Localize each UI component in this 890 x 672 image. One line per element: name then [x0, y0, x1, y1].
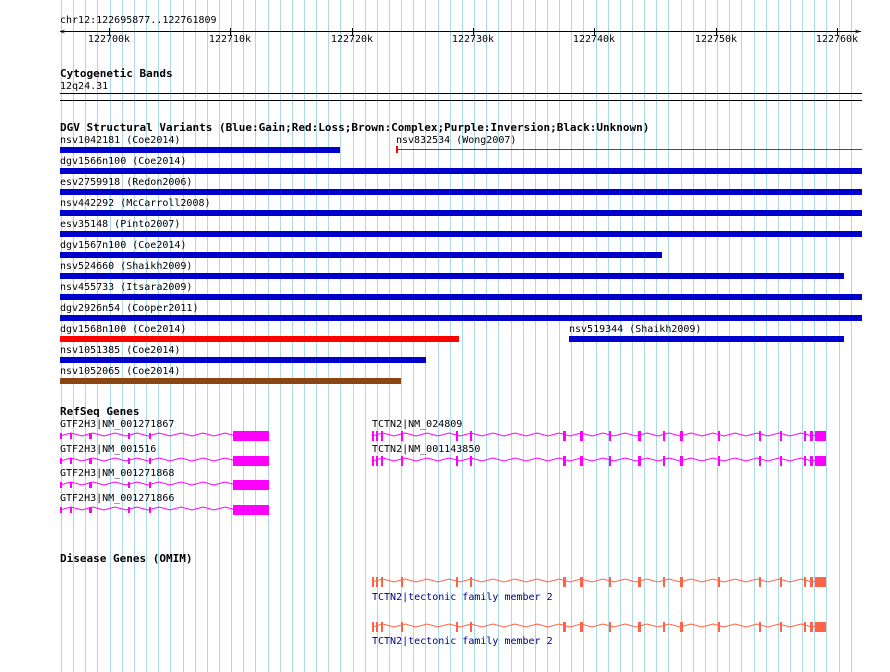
exon-block	[680, 622, 683, 632]
variant-label[interactable]: nsv1052065 (Coe2014)	[60, 366, 181, 377]
exon-block	[233, 505, 269, 515]
exon-block	[609, 431, 611, 441]
exon-block	[815, 456, 826, 466]
exon-block	[456, 431, 458, 441]
variant-label[interactable]: nsv524660 (Shaikh2009)	[60, 261, 193, 272]
exon-block	[233, 431, 269, 441]
omim-gene-label[interactable]: TCTN2|tectonic family member 2	[372, 592, 553, 603]
intron-line	[372, 624, 826, 627]
gene-label[interactable]: GTF2H3|NM_001271867	[60, 419, 175, 430]
exon-block	[680, 577, 683, 587]
exon-block	[810, 431, 813, 441]
gene-label[interactable]: TCTN2|NM_024809	[372, 419, 463, 430]
exon-block	[376, 577, 378, 587]
exon-block	[810, 577, 813, 587]
gene-model-tctn2[interactable]	[372, 431, 826, 441]
exon-block	[638, 456, 641, 466]
exon-block	[456, 622, 458, 632]
exon-block	[804, 577, 806, 587]
exon-block	[815, 622, 826, 632]
omim-gene-model-tctn2[interactable]	[372, 622, 826, 632]
exon-block	[376, 456, 378, 466]
location-label: chr12:122695877..122761809	[60, 15, 217, 26]
exon-block	[563, 456, 566, 466]
exon-block	[372, 577, 374, 587]
gene-model-gtf2h3[interactable]	[60, 505, 269, 515]
exon-block	[780, 431, 782, 441]
ruler-left-arrow: <	[60, 27, 65, 36]
exon-block	[401, 577, 403, 587]
exon-block	[780, 577, 782, 587]
variant-label[interactable]: esv35148 (Pinto2007)	[60, 219, 181, 230]
exon-block	[70, 482, 72, 488]
exon-block	[149, 433, 151, 439]
exon-block	[580, 456, 583, 466]
exon-block	[149, 482, 151, 488]
variant-label[interactable]: dgv2926n54 (Cooper2011)	[60, 303, 199, 314]
gene-model-gtf2h3[interactable]	[60, 456, 269, 466]
gene-model-gtf2h3[interactable]	[60, 480, 269, 490]
exon-block	[60, 482, 62, 488]
exon-block	[149, 458, 151, 464]
gene-label[interactable]: TCTN2|NM_001143850	[372, 444, 481, 455]
exon-block	[810, 456, 813, 466]
exon-block	[638, 622, 641, 632]
intron-line	[372, 433, 826, 436]
exon-block	[563, 622, 566, 632]
exon-block	[663, 456, 665, 466]
exon-block	[470, 431, 472, 441]
variant-label[interactable]: nsv519344 (Shaikh2009)	[569, 324, 702, 335]
exon-block	[804, 622, 806, 632]
variant-label[interactable]: nsv442292 (McCarroll2008)	[60, 198, 211, 209]
exon-block	[456, 456, 458, 466]
ruler-right-arrow: >	[855, 27, 860, 36]
exon-block	[401, 622, 403, 632]
exon-block	[663, 577, 665, 587]
exon-block	[89, 507, 92, 513]
exon-block	[89, 482, 92, 488]
gene-label[interactable]: GTF2H3|NM_001516	[60, 444, 157, 455]
exon-block	[128, 458, 130, 464]
exon-block	[780, 622, 782, 632]
exon-block	[70, 433, 72, 439]
exon-block	[401, 431, 403, 441]
gene-model-tctn2[interactable]	[372, 456, 826, 466]
exon-block	[381, 622, 383, 632]
ruler-tick-label: 122710k	[208, 34, 252, 45]
exon-block	[60, 433, 62, 439]
omim-gene-model-tctn2[interactable]	[372, 577, 826, 587]
exon-block	[609, 622, 611, 632]
exon-block	[759, 431, 761, 441]
refseq-track-title[interactable]: RefSeq Genes	[60, 405, 140, 418]
exon-block	[680, 431, 683, 441]
ruler-tick-label: 122740k	[572, 34, 616, 45]
exon-block	[128, 482, 130, 488]
omim-gene-label[interactable]: TCTN2|tectonic family member 2	[372, 636, 553, 647]
exon-block	[470, 622, 472, 632]
exon-block	[381, 577, 383, 587]
exon-block	[759, 456, 761, 466]
exon-block	[470, 456, 472, 466]
exon-block	[718, 456, 720, 466]
dgv-track-title[interactable]: DGV Structural Variants (Blue:Gain;Red:Loss;Brown:Complex;Purple:Inversion;Black:Unknown)	[60, 121, 650, 134]
exon-block	[804, 431, 806, 441]
variant-label[interactable]: nsv1042181 (Coe2014)	[60, 135, 181, 146]
exon-block	[815, 577, 826, 587]
exon-block	[780, 456, 782, 466]
exon-block	[609, 456, 611, 466]
intron-line	[372, 458, 826, 461]
exon-block	[563, 431, 566, 441]
exon-block	[718, 577, 720, 587]
omim-track-title[interactable]: Disease Genes (OMIM)	[60, 552, 193, 565]
gene-label[interactable]: GTF2H3|NM_001271866	[60, 493, 175, 504]
gene-model-gtf2h3[interactable]	[60, 431, 269, 441]
variant-label[interactable]: dgv1566n100 (Coe2014)	[60, 156, 187, 167]
exon-block	[89, 458, 92, 464]
exon-block	[718, 431, 720, 441]
cytoband-label: 12q24.31	[60, 81, 109, 92]
exon-block	[372, 622, 374, 632]
ruler-tick-label: 122760k	[815, 34, 859, 45]
exon-block	[70, 507, 72, 513]
exon-block	[663, 622, 665, 632]
exon-block	[810, 622, 813, 632]
exon-block	[381, 456, 383, 466]
exon-block	[638, 577, 641, 587]
exon-block	[815, 431, 826, 441]
ruler-tick-label: 122720k	[330, 34, 374, 45]
exon-block	[680, 456, 683, 466]
exon-block	[718, 622, 720, 632]
ruler-tick-label: 122730k	[451, 34, 495, 45]
exon-block	[89, 433, 92, 439]
exon-block	[470, 577, 472, 587]
exon-block	[759, 577, 761, 587]
exon-block	[401, 456, 403, 466]
exon-block	[233, 480, 269, 490]
exon-block	[233, 456, 269, 466]
exon-block	[609, 577, 611, 587]
exon-block	[456, 577, 458, 587]
variant-label[interactable]: nsv455733 (Itsara2009)	[60, 282, 193, 293]
exon-block	[149, 507, 151, 513]
exon-block	[759, 622, 761, 632]
exon-block	[128, 507, 130, 513]
cytoband-track-title[interactable]: Cytogenetic Bands	[60, 67, 173, 80]
ruler-tick-label: 122750k	[694, 34, 738, 45]
gene-label[interactable]: GTF2H3|NM_001271868	[60, 468, 175, 479]
exon-block	[580, 431, 583, 441]
variant-label[interactable]: dgv1567n100 (Coe2014)	[60, 240, 187, 251]
exon-block	[128, 433, 130, 439]
variant-label[interactable]: dgv1568n100 (Coe2014)	[60, 324, 187, 335]
intron-line	[372, 579, 826, 582]
exon-block	[381, 431, 383, 441]
exon-block	[372, 456, 374, 466]
exon-block	[580, 577, 583, 587]
ruler-tick-label: 122700k	[87, 34, 131, 45]
exon-block	[372, 431, 374, 441]
variant-label[interactable]: nsv1051385 (Coe2014)	[60, 345, 181, 356]
exon-block	[638, 431, 641, 441]
exon-block	[376, 431, 378, 441]
exon-block	[804, 456, 806, 466]
exon-block	[70, 458, 72, 464]
exon-block	[60, 507, 62, 513]
variant-label[interactable]: esv2759918 (Redon2006)	[60, 177, 193, 188]
variant-label[interactable]: nsv832534 (Wong2007)	[396, 135, 517, 146]
exon-block	[563, 577, 566, 587]
exon-block	[663, 431, 665, 441]
exon-block	[376, 622, 378, 632]
exon-block	[60, 458, 62, 464]
exon-block	[580, 622, 583, 632]
